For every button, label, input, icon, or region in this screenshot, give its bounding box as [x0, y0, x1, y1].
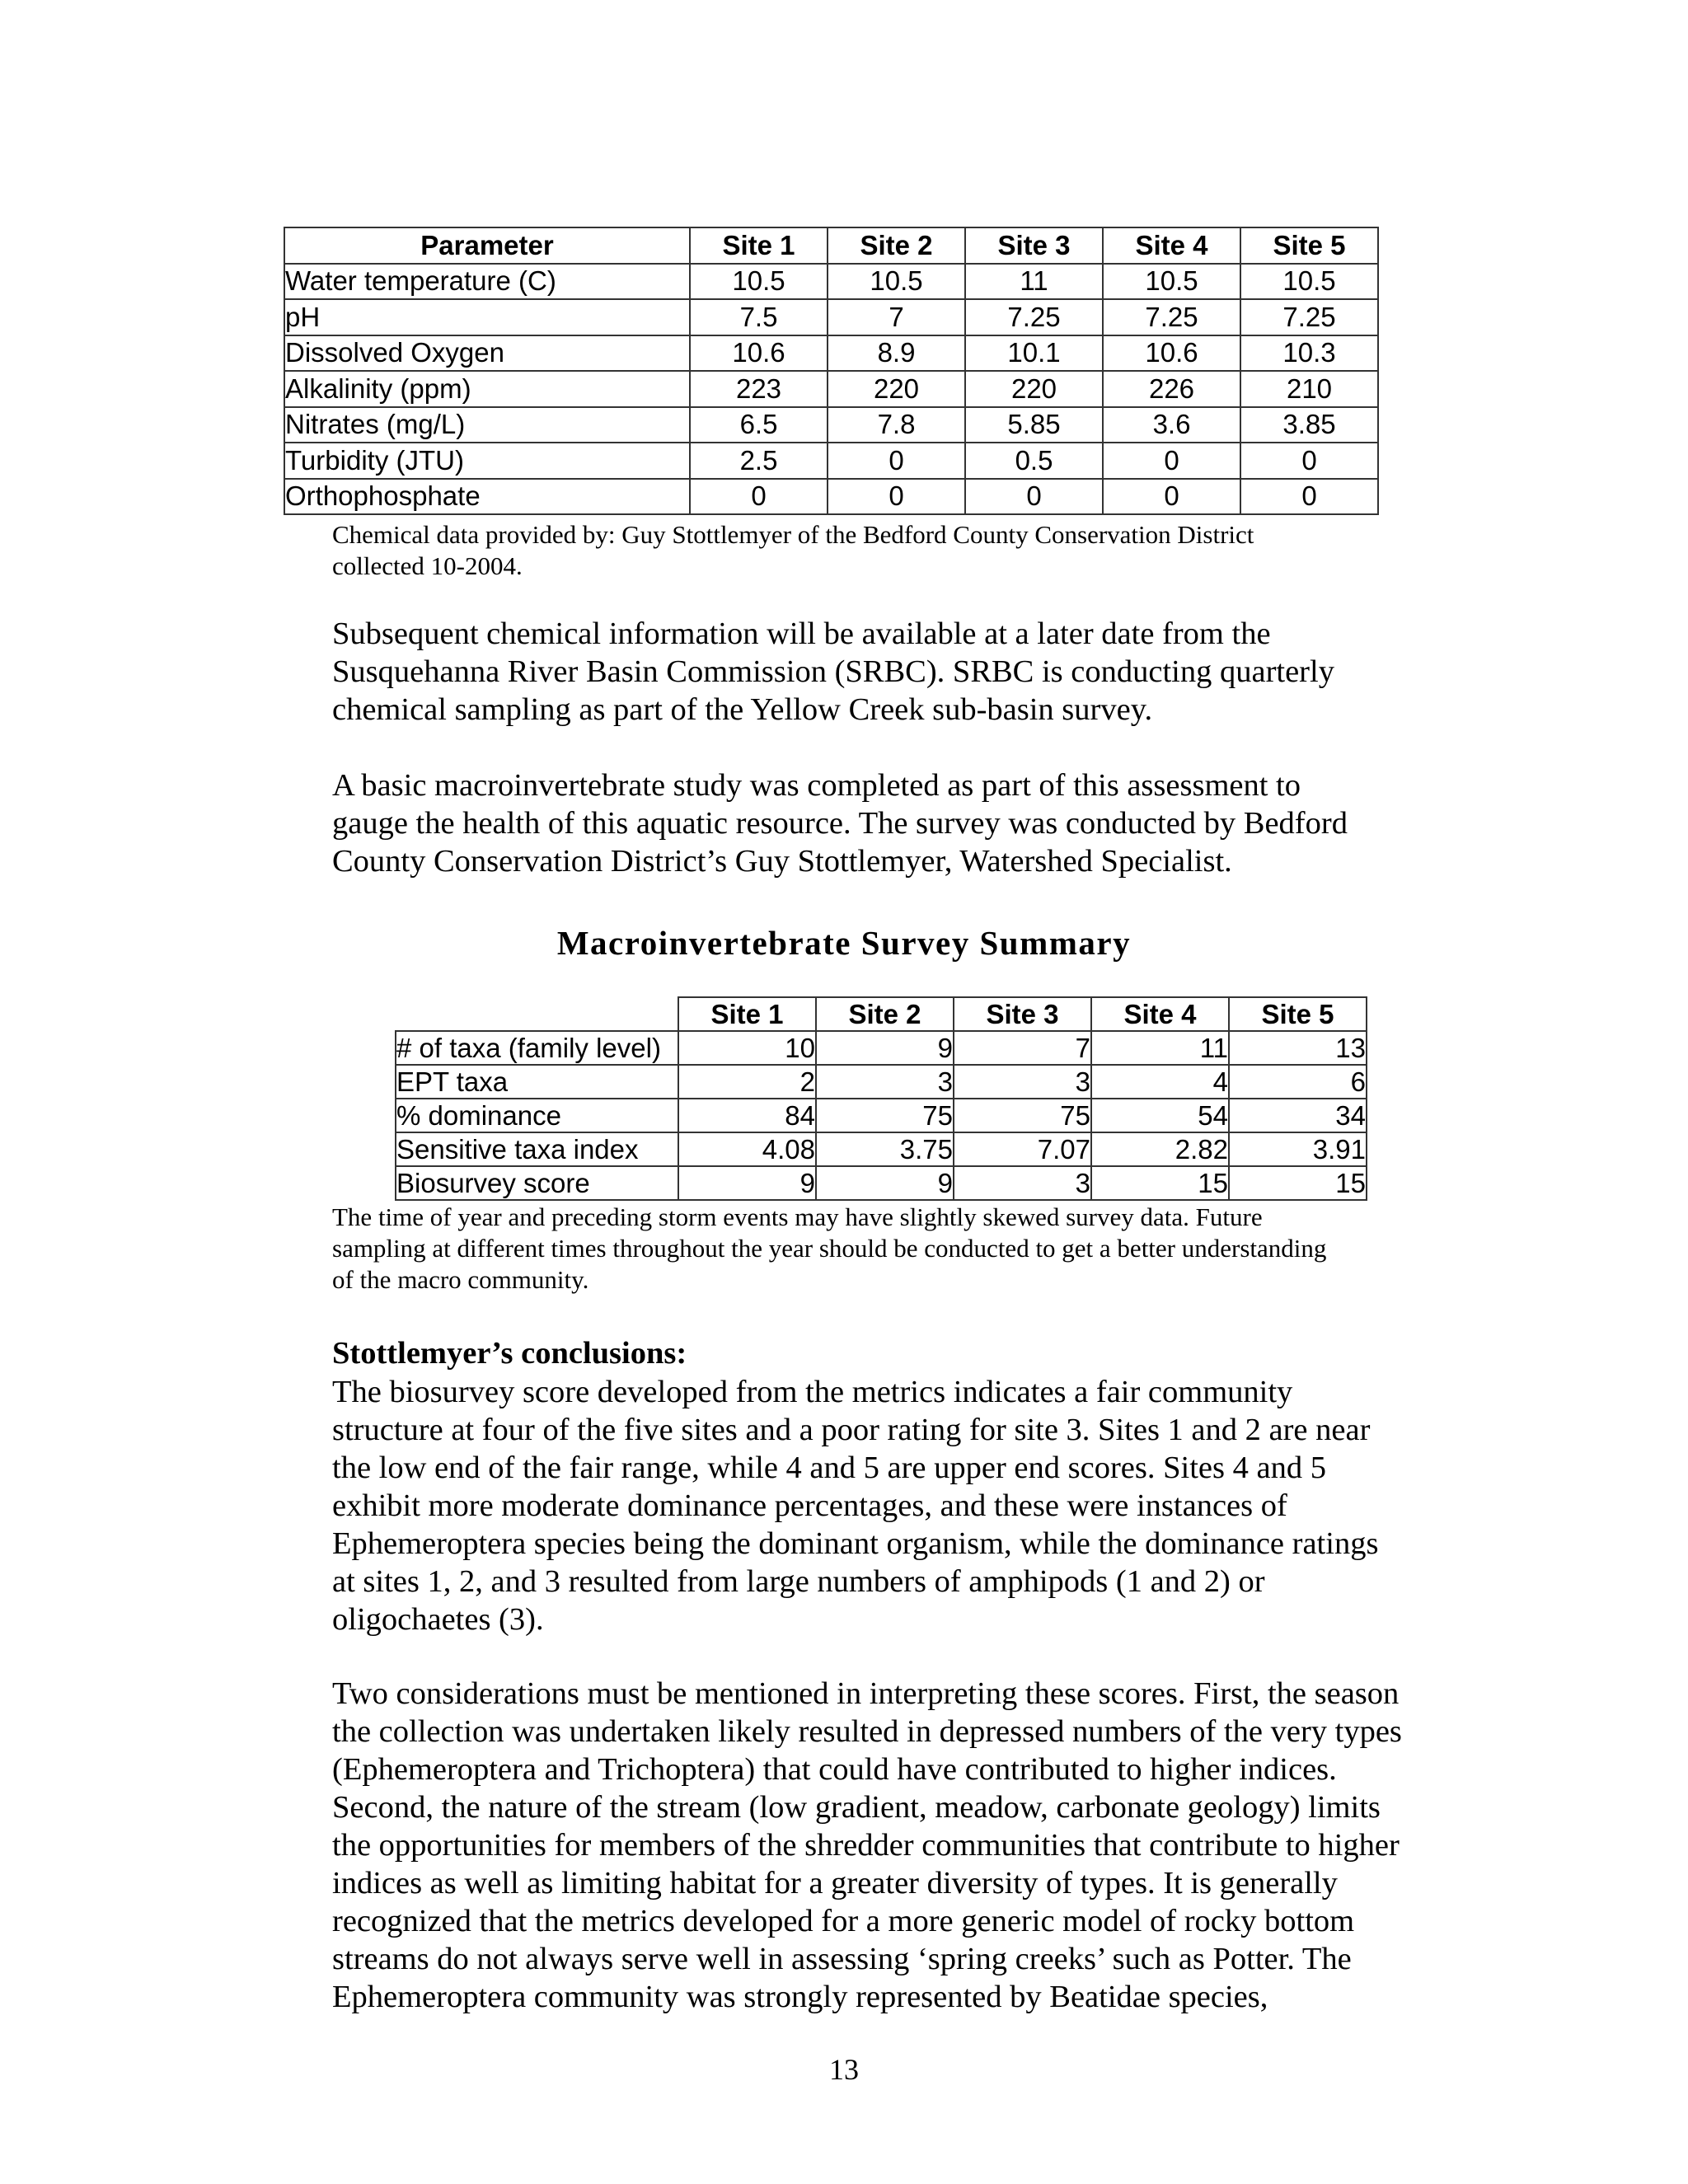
value-cell: 75: [816, 1099, 954, 1132]
conclusions-paragraph-2: [332, 1675, 1470, 2016]
value-cell: 0: [1103, 479, 1240, 515]
value-cell: 10.6: [1103, 335, 1240, 372]
parameter-cell: Alkalinity (ppm): [284, 371, 690, 407]
value-cell: 3: [954, 1065, 1091, 1099]
value-cell: 2.5: [690, 443, 828, 479]
caption-line: The time of year and preceding storm events may have slightly skewed survey data. Future: [332, 1202, 1263, 1231]
value-cell: 6.5: [690, 407, 828, 443]
value-cell: 84: [678, 1099, 816, 1132]
table-header-row: [396, 997, 1367, 1031]
value-cell: 7: [828, 299, 965, 335]
value-cell: 210: [1240, 371, 1378, 407]
value-cell: 7.07: [954, 1132, 1091, 1166]
paragraph-line: structure at four of the five sites and a poor rating for site 3. Sites 1 and 2 are near: [332, 1413, 1371, 1447]
paragraph-line: the opportunities for members of the shredder communities that contribute to higher: [332, 1828, 1400, 1863]
paragraph-line: oligochaetes (3).: [332, 1602, 544, 1637]
parameter-cell: Turbidity (JTU): [284, 443, 690, 479]
value-cell: 10: [678, 1031, 816, 1065]
macroinvertebrate-summary-table: [395, 996, 1367, 1201]
paragraph-line: streams do not always serve well in assessing ‘spring creeks’ such as Potter. The: [332, 1942, 1352, 1976]
paragraph-line: (Ephemeroptera and Trichoptera) that could have contributed to higher indices.: [332, 1752, 1337, 1787]
value-cell: 7: [954, 1031, 1091, 1065]
value-cell: 11: [1091, 1031, 1229, 1065]
value-cell: 220: [828, 371, 965, 407]
table-row: [284, 371, 1378, 407]
parameter-cell: Nitrates (mg/L): [284, 407, 690, 443]
value-cell: 0: [1103, 443, 1240, 479]
value-cell: 226: [1103, 371, 1240, 407]
value-cell: 3.6: [1103, 407, 1240, 443]
table-row: [284, 299, 1378, 335]
table-row: [396, 1099, 1367, 1132]
value-cell: 11: [965, 264, 1103, 300]
column-header: Site 4: [1091, 997, 1229, 1031]
value-cell: 2.82: [1091, 1132, 1229, 1166]
value-cell: 9: [678, 1166, 816, 1200]
paragraph-line: Second, the nature of the stream (low gradient, meadow, carbonate geology) limits: [332, 1790, 1381, 1825]
column-header: Site 1: [678, 997, 816, 1031]
table-row: [284, 407, 1378, 443]
value-cell: 0: [965, 479, 1103, 515]
value-cell: 9: [816, 1166, 954, 1200]
section-title: Macroinvertebrate Survey Summary: [556, 924, 1132, 962]
value-cell: 13: [1229, 1031, 1367, 1065]
parameter-cell: Orthophosphate: [284, 479, 690, 515]
metric-cell: Sensitive taxa index: [396, 1132, 678, 1166]
paragraph-line: Ephemeroptera species being the dominant organism, while the dominance ratings: [332, 1526, 1379, 1561]
metric-cell: EPT taxa: [396, 1065, 678, 1099]
chemical-data-table: [284, 227, 1379, 515]
value-cell: 3.85: [1240, 407, 1378, 443]
value-cell: 0: [828, 443, 965, 479]
value-cell: 15: [1229, 1166, 1367, 1200]
paragraph-line: Subsequent chemical information will be available at a later date from the: [332, 616, 1271, 651]
value-cell: 10.3: [1240, 335, 1378, 372]
value-cell: 7.25: [1240, 299, 1378, 335]
paragraph-line: Two considerations must be mentioned in interpreting these scores. First, the season: [332, 1676, 1400, 1711]
chemical-data-caption: [332, 519, 1445, 582]
metric-cell: % dominance: [396, 1099, 678, 1132]
value-cell: 7.25: [965, 299, 1103, 335]
value-cell: 3: [816, 1065, 954, 1099]
conclusions-paragraph-1: [332, 1373, 1470, 1638]
value-cell: 9: [816, 1031, 954, 1065]
macroinvertebrate-intro-paragraph: [332, 766, 1470, 880]
metric-cell: # of taxa (family level): [396, 1031, 678, 1065]
value-cell: 220: [965, 371, 1103, 407]
table-row: [284, 264, 1378, 300]
paragraph-line: exhibit more moderate dominance percentages, and these were instances of: [332, 1488, 1287, 1523]
column-header: Site 5: [1240, 227, 1378, 264]
table-row: [396, 1031, 1367, 1065]
column-header: Site 2: [828, 227, 965, 264]
value-cell: 10.5: [828, 264, 965, 300]
paragraph-line: the collection was undertaken likely resulted in depressed numbers of the very types: [332, 1714, 1402, 1749]
value-cell: 34: [1229, 1099, 1367, 1132]
parameter-cell: Water temperature (C): [284, 264, 690, 300]
value-cell: 4: [1091, 1065, 1229, 1099]
value-cell: 3: [954, 1166, 1091, 1200]
paragraph-line: A basic macroinvertebrate study was completed as part of this assessment to: [332, 768, 1301, 803]
value-cell: 6: [1229, 1065, 1367, 1099]
caption-line: Chemical data provided by: Guy Stottlemyer of the Bedford County Conservation District: [332, 520, 1254, 549]
value-cell: 75: [954, 1099, 1091, 1132]
table-row: [284, 479, 1378, 515]
column-header: Site 1: [690, 227, 828, 264]
value-cell: 223: [690, 371, 828, 407]
table-row: [284, 335, 1378, 372]
value-cell: 2: [678, 1065, 816, 1099]
parameter-cell: pH: [284, 299, 690, 335]
value-cell: 0: [690, 479, 828, 515]
paragraph-line: recognized that the metrics developed for a more generic model of rocky bottom: [332, 1904, 1355, 1938]
macroinvertebrate-caption: [332, 1202, 1486, 1296]
value-cell: 54: [1091, 1099, 1229, 1132]
column-header: Site 3: [965, 227, 1103, 264]
value-cell: 10.5: [1240, 264, 1378, 300]
paragraph-line: chemical sampling as part of the Yellow Creek sub-basin survey.: [332, 692, 1153, 727]
paragraph-line: at sites 1, 2, and 3 resulted from large numbers of amphipods (1 and 2) or: [332, 1564, 1265, 1599]
table-row: [396, 1065, 1367, 1099]
paragraph-line: County Conservation District’s Guy Stottlemyer, Watershed Specialist.: [332, 844, 1232, 879]
column-header: Site 5: [1229, 997, 1367, 1031]
paragraph-line: Susquehanna River Basin Commission (SRBC). SRBC is conducting quarterly: [332, 654, 1334, 689]
column-header: Site 4: [1103, 227, 1240, 264]
paragraph-line: The biosurvey score developed from the metrics indicates a fair community: [332, 1375, 1293, 1409]
caption-line: collected 10-2004.: [332, 551, 523, 580]
value-cell: 0: [1240, 443, 1378, 479]
value-cell: 7.8: [828, 407, 965, 443]
value-cell: 7.25: [1103, 299, 1240, 335]
column-header: [396, 997, 678, 1031]
value-cell: 8.9: [828, 335, 965, 372]
value-cell: 10.1: [965, 335, 1103, 372]
value-cell: 0: [828, 479, 965, 515]
paragraph-line: gauge the health of this aquatic resource. The survey was conducted by Bedford: [332, 806, 1348, 841]
srbc-paragraph: [332, 615, 1470, 729]
value-cell: 15: [1091, 1166, 1229, 1200]
parameter-cell: Dissolved Oxygen: [284, 335, 690, 372]
value-cell: 3.75: [816, 1132, 954, 1166]
column-header: Parameter: [284, 227, 690, 264]
column-header: Site 3: [954, 997, 1091, 1031]
table-row: [396, 1166, 1367, 1200]
paragraph-line: indices as well as limiting habitat for a greater diversity of types. It is generally: [332, 1866, 1338, 1900]
paragraph-line: the low end of the fair range, while 4 and 5 are upper end scores. Sites 4 and 5: [332, 1451, 1326, 1485]
table-row: [284, 443, 1378, 479]
caption-line: of the macro community.: [332, 1265, 589, 1294]
caption-line: sampling at different times throughout the year should be conducted to get a better understanding: [332, 1234, 1327, 1263]
conclusions-heading: Stottlemyer’s conclusions:: [332, 1336, 687, 1371]
value-cell: 7.5: [690, 299, 828, 335]
metric-cell: Biosurvey score: [396, 1166, 678, 1200]
value-cell: 10.6: [690, 335, 828, 372]
paragraph-line: Ephemeroptera community was strongly represented by Beatidae species,: [332, 1980, 1268, 2014]
value-cell: 0: [1240, 479, 1378, 515]
value-cell: 0.5: [965, 443, 1103, 479]
column-header: Site 2: [816, 997, 954, 1031]
value-cell: 3.91: [1229, 1132, 1367, 1166]
value-cell: 4.08: [678, 1132, 816, 1166]
value-cell: 10.5: [1103, 264, 1240, 300]
value-cell: 5.85: [965, 407, 1103, 443]
page-number: 13: [829, 2053, 859, 2086]
value-cell: 10.5: [690, 264, 828, 300]
table-row: [396, 1132, 1367, 1166]
table-header-row: [284, 227, 1378, 264]
